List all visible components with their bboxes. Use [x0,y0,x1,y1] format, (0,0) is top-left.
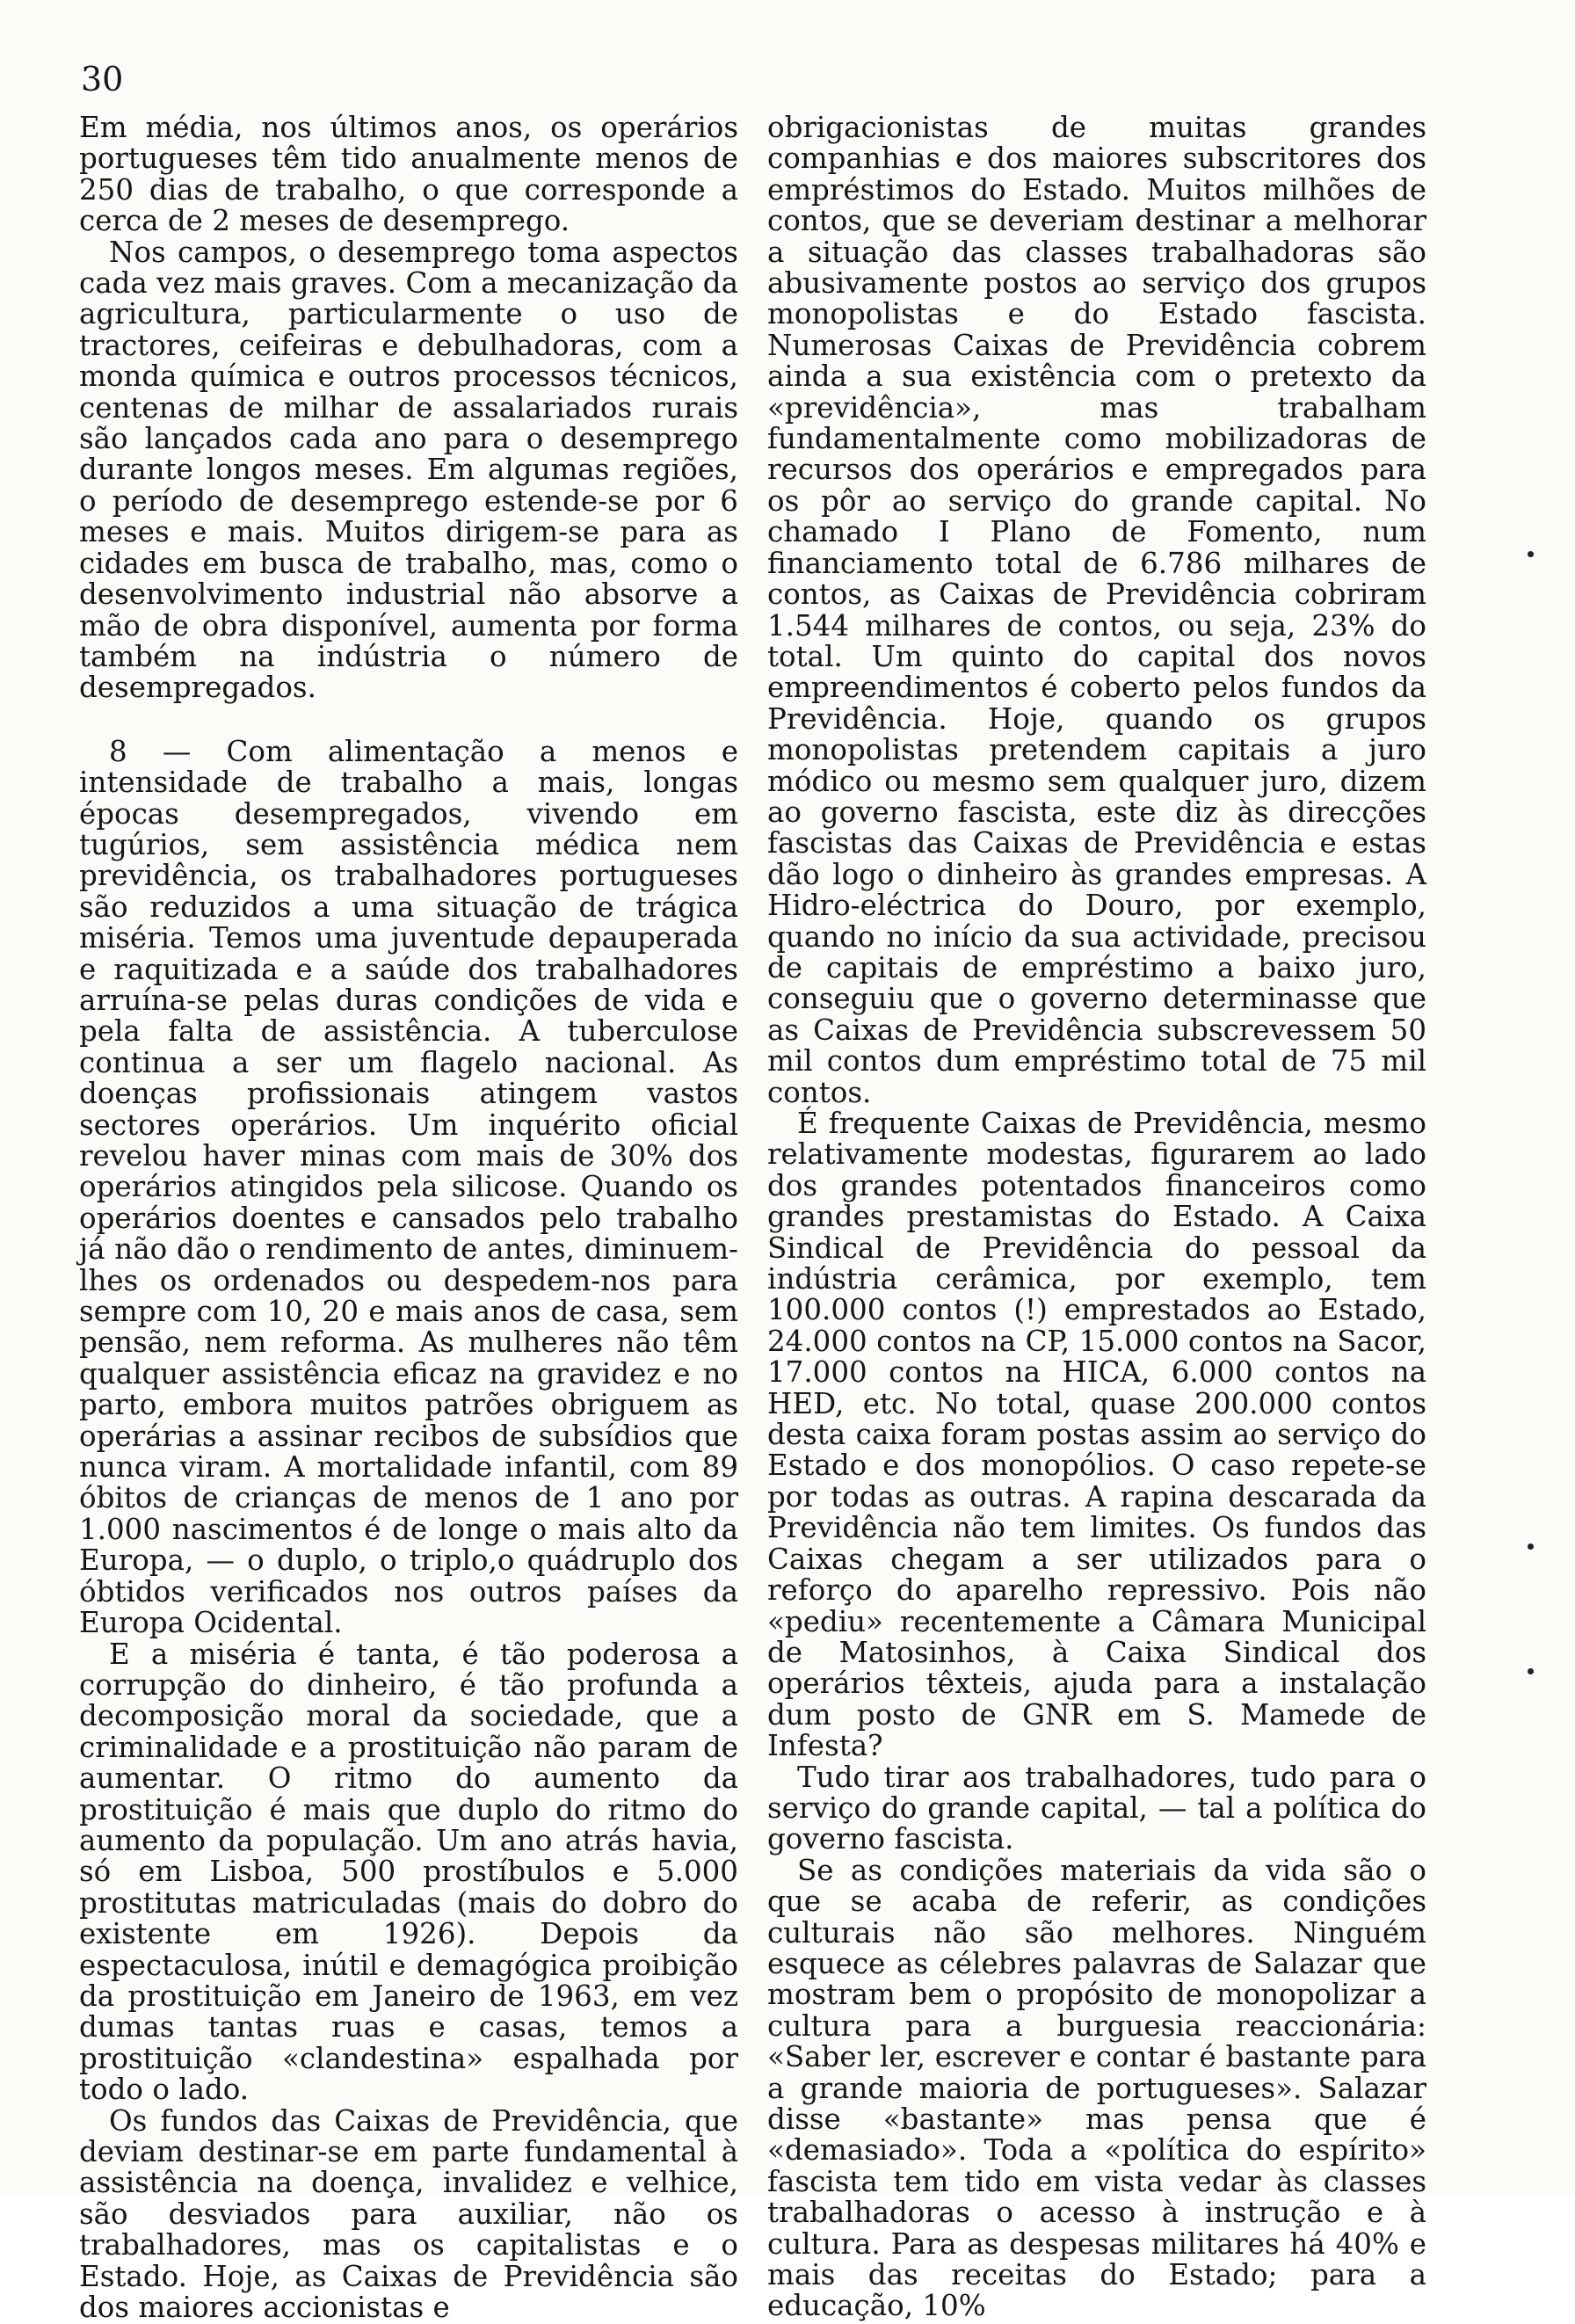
left-paragraph-3-section-8: 8 — Com alimentação a menos e intensidade de trabalho a mais, longas épocas desempregados, vivendo em tugúrios, sem assistência médica nem previdência, os trabalhadores portugueses são reduzidos a uma situação de trágica miséria. Temos uma juventude depauperada e raquitizada e a saúde dos trabalhadores arruína-se pelas duras condições de vida e pela falta de assistência. A tuberculose continua a ser um flagelo nacional. As doenças profissionais atingem vastos sectores operários. Um inquérito oficial revelou haver minas com mais de 30% dos operários atingidos pela silicose. Quando os operários doentes e cansados pelo trabalho já não dão o rendimento de antes, diminuem-lhes os ordenados ou despedem-nos para sempre com 10, 20 e mais anos de casa, sem pensão, nem reforma. As mulheres não têm qualquer assistência eficaz na gravidez e no parto, embora muitos patrões obriguem as operárias a assinar recibos de subsídios que nunca viram. A mortalidade infantil, com 89 óbitos de crianças de menos de 1 ano por 1.000 nascimentos é de longe o mais alto da Europa, — o duplo, o triplo,o quádruplo dos óbtidos verificados nos outros países da Europa Ocidental. [79,734,738,1640]
ink-speck [1528,1668,1534,1674]
left-paragraph-1: Em média, nos últimos anos, os operários portugueses têm tido anualmente menos de 250 dias de trabalho, o que corresponde a cerca de 2 meses de desemprego. [79,111,738,238]
page-number: 30 [81,60,124,98]
ink-speck [1528,1543,1534,1550]
ink-speck [1528,551,1534,557]
left-paragraph-5: Os fundos das Caixas de Previdência, que deviam destinar-se em parte fundamental à assistência na doença, invalidez e velhice, são desviados para auxiliar, não os trabalhadores, mas os capitalistas e o Estado. Hoje, as Caixas de Previdência são dos maiores accionistas e [79,2103,738,2324]
right-paragraph-2: É frequente Caixas de Previdência, mesmo relativamente modestas, figurarem ao lado dos grandes potentados financeiros como grandes prestamistas do Estado. A Caixa Sindical de Previdência do pessoal da indústria cerâmica, por exemplo, tem 100.000 contos (!) emprestados ao Estado, 24.000 contos na CP, 15.000 contos na Sacor, 17.000 contos na HICA, 6.000 contos na HED, etc. No total, quase 200.000 contos desta caixa foram postas assim ao serviço do Estado e dos monopólios. O caso repete-se por todas as outras. A rapina descarada da Previdência não tem limites. Os fundos das Caixas chegam a ser utilizados para o reforço do aparelho repressivo. Pois não «pediu» recentemente a Câmara Municipal de Matosinhos, à Caixa Sindical dos operários têxteis, ajuda para a instalação dum posto de GNR em S. Mamede de Infesta? [767,1107,1426,1763]
left-column [79,113,738,2323]
right-paragraph-4: Se as condições materiais da vida são o que se acaba de referir, as condições culturais não são melhores. Ninguém esquece as célebres palavras de Salazar que mostram bem o propósito de monopolizar a cultura para a burguesia reaccionária: «Saber ler, escrever e contar é bastante para a grande maioria de portugueses». Salazar disse «bastante» mas pensa que é «demasiado». Toda a «política do espírito» fascista tem tido em vista vedar às classes trabalhadoras o acesso à instrução e à cultura. Para as despesas militares há 40% e mais das receitas do Estado; para a educação, 10% [767,1853,1426,2323]
right-paragraph-1: obrigacionistas de muitas grandes companhias e dos maiores subscritores dos empréstimos do Estado. Muitos milhões de contos, que se deveriam destinar a melhorar a situação das classes trabalhadoras são abusivamente postos ao serviço dos grupos monopolistas e do Estado fascista. Numerosas Caixas de Previdência cobrem ainda a sua existência com o pretexto da «previdência», mas trabalham fundamentalmente como mobilizadoras de recursos dos operários e empregados para os pôr ao serviço do grande capital. No chamado I Plano de Fomento, num financiamento total de 6.786 milhares de contos, as Caixas de Previdência cobriram 1.544 milhares de contos, ou seja, 23% do total. Um quinto do capital dos novos empreendimentos é coberto pelos fundos da Previdência. Hoje, quando os grupos monopolistas pretendem capitais a juro módico ou mesmo sem qualquer juro, dizem ao governo fascista, este diz às direcções fascistas das Caixas de Previdência e estas dão logo o dinheiro às grandes empresas. A Hidro-eléctrica do Douro, por exemplo, quando no início da sua actividade, precisou de capitais de empréstimo a baixo juro, conseguiu que o governo determinasse que as Caixas de Previdência subscrevessem 50 mil contos dum empréstimo total de 75 mil contos. [767,111,1426,1109]
left-paragraph-2: Nos campos, o desemprego toma aspectos cada vez mais graves. Com a mecanização da agricultura, particularmente o uso de tractores, ceifeiras e debulhadoras, com a monda química e outros processos técnicos, centenas de milhar de assalariados rurais são lançados cada ano para o desemprego durante longos meses. Em algumas regiões, o período de desemprego estende-se por 6 meses e mais. Muitos dirigem-se para as cidades em busca de trabalho, mas, como o desenvolvimento industrial não absorve a mão de obra disponível, aumenta por forma também na indústria o número de desempregados. [79,235,738,705]
right-paragraph-3: Tudo tirar aos trabalhadores, tudo para o serviço do grande capital, — tal a política do governo fascista. [767,1760,1426,1856]
right-column [767,113,1426,2322]
left-paragraph-4: E a miséria é tanta, é tão poderosa a corrupção do dinheiro, é tão profunda a decomposição moral da sociedade, que a criminalidade e a prostituição não param de aumentar. O ritmo do aumento da prostituição é mais que duplo do ritmo do aumento da população. Um ano atrás havia, só em Lisboa, 500 prostíbulos e 5.000 prostitutas matriculadas (mais do dobro do existente em 1926). Depois da espectaculosa, inútil e demagógica proibição da prostituição em Janeiro de 1963, em vez dumas tantas ruas e casas, temos a prostituição «clandestina» espalhada por todo o lado. [79,1637,738,2107]
